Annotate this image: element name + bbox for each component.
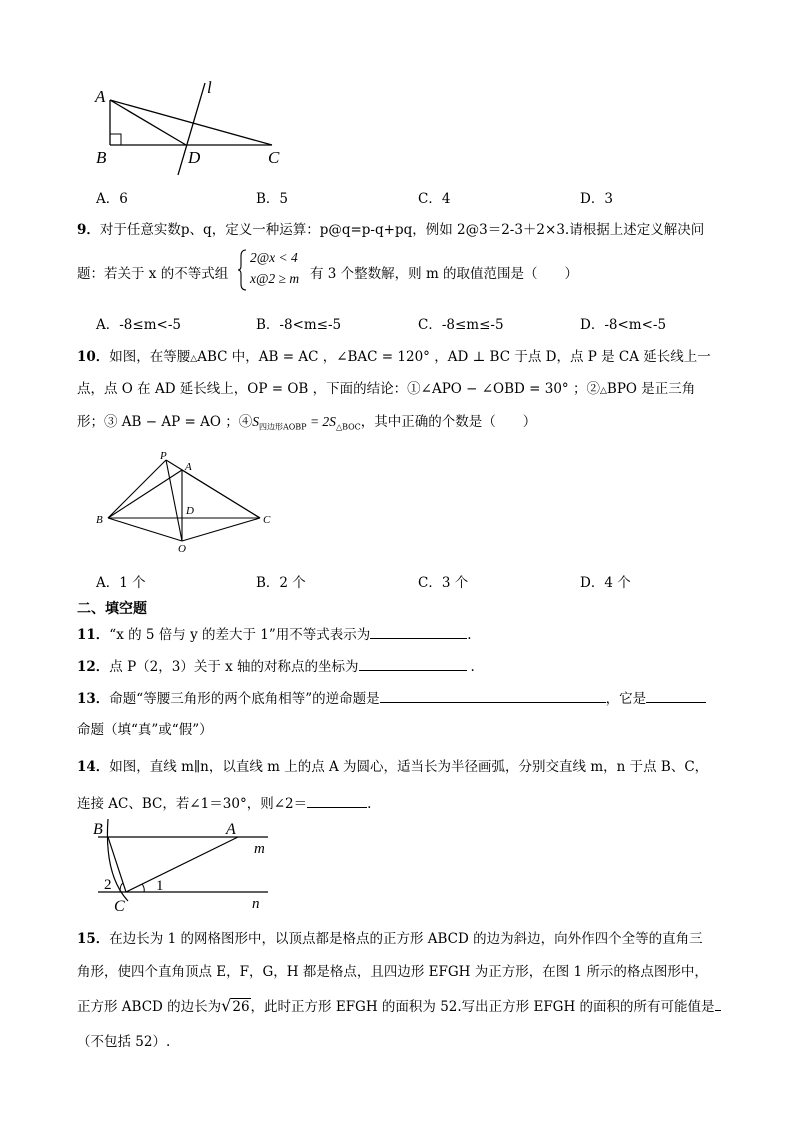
label-B: B [96, 148, 107, 167]
q10-option-b[interactable]: B．2 个 [256, 575, 306, 591]
segment-BO [108, 518, 182, 541]
q15-line4 [77, 1030, 170, 1050]
label-P: P [160, 450, 167, 462]
q9-option-c[interactable]: C．-8≤m≤-5 [418, 317, 504, 333]
q10-line1 [77, 345, 711, 365]
triangle-icon: △ [599, 386, 607, 396]
segment-BA [108, 470, 182, 518]
q14-text-1: 如图，直线 m∥n，以直线 m 上的点 A 为圆心，适当长为半径画弧，分别交直线 m，n 于点 B、C， [109, 759, 709, 775]
label-A: A [226, 821, 236, 838]
segment-PB [108, 460, 166, 518]
q14-figure [88, 815, 278, 915]
q15-line1 [77, 927, 703, 947]
q11-line [77, 623, 472, 643]
q14-answer-blank[interactable] [307, 793, 367, 808]
q10-option-a[interactable]: A．1 个 [96, 575, 146, 591]
q15-answer-blank[interactable] [715, 996, 721, 1011]
q9-text-2a: 题：若关于 x 的不等式组 [77, 266, 229, 282]
q13-line1 [77, 687, 706, 707]
q10-line2 [77, 377, 695, 397]
q10-text-2b: BPO 是正三角 [606, 381, 696, 397]
q14-text-2: 连接 AC、BC，若∠1＝30°，则∠2＝ [77, 796, 308, 812]
q13-number: 13． [77, 691, 110, 707]
sqrt-icon: √ [221, 996, 232, 1015]
q13-mid: ，它是 [605, 691, 647, 707]
q15-text-3b: ，此时正方形 EFGH 的面积为 52.写出正方形 EFGH 的面积的所有可能值是 [250, 999, 715, 1015]
label-D: D [186, 505, 194, 517]
q15-sqrt-value: 26 [232, 999, 250, 1015]
q15-text-2: 角形，使四个直角顶点 E，F，G，H 都是格点，且四边形 EFGH 为正方形，在图 1 所示的格点图形中， [77, 964, 708, 980]
q10-option-c[interactable]: C．3 个 [418, 575, 469, 591]
label-A: A [95, 87, 106, 106]
q10-text-3a: 形；③ AB − AP = AO ；④ [77, 414, 253, 430]
label-1: 1 [156, 878, 164, 894]
q8-option-c[interactable]: C．4 [418, 191, 451, 207]
label-B: B [93, 821, 103, 838]
segment-AC [126, 837, 238, 892]
q10-number: 10． [77, 349, 110, 365]
q9-text-2b: 有 3 个整数解，则 m 的取值范围是（ ） [310, 266, 579, 282]
q10-area-mid: = 2S [306, 414, 336, 429]
label-D: D [188, 148, 201, 167]
q9-system-row2: x@2 ≥ m [250, 271, 300, 286]
section-heading: 二、填空题 [77, 601, 147, 617]
q15-text-1: 在边长为 1 的网格图形中，以顶点都是格点的正方形 ABCD 的边为斜边，向外作四个全等的直角三 [109, 931, 703, 947]
q14-end: . [367, 796, 372, 812]
q9-line1 [77, 218, 704, 238]
q9-option-b[interactable]: B．-8<m≤-5 [256, 317, 342, 333]
q10-area-sub2: △BOC [335, 422, 361, 432]
q9-system [238, 248, 306, 292]
label-l: l [207, 78, 212, 97]
q9-option-d[interactable]: D．-8<m<-5 [580, 317, 667, 333]
q15-number: 15． [77, 931, 110, 947]
q12-end: . [470, 659, 475, 675]
q9-text-1: 对于任意实数p、q，定义一种运算：p@q=p-q+pq，例如 2@3＝2-3＋2×3.请根据上述定义解决问 [99, 222, 705, 238]
q11-answer-blank[interactable] [370, 624, 467, 639]
q15-text-3a: 正方形 ABCD 的边长为 [77, 999, 222, 1015]
q8-option-d[interactable]: D．3 [580, 191, 613, 207]
q11-end: . [467, 627, 472, 643]
q10-text-1b: ABC 中，AB = AC ，∠BAC = 120° ，AD ⊥ BC 于点 D，点 P 是 CA 延长线上一 [197, 349, 711, 365]
q12-number: 12． [77, 659, 110, 675]
q10-area-s: S [252, 414, 259, 429]
q14-number: 14． [77, 759, 110, 775]
q10-text-2: 点，点 O 在 AD 延长线上，OP = OB ，下面的结论：①∠APO − ∠OBD = 30° ；② [77, 381, 600, 397]
q10-area-sub1: 四边形AOBP [258, 422, 307, 432]
angle-1-arc [142, 884, 144, 892]
q9-option-a[interactable]: A．-8≤m<-5 [96, 317, 181, 333]
q11-number: 11． [77, 627, 110, 643]
q15-line2 [77, 960, 708, 980]
q10-line3 [77, 410, 536, 433]
angle-2-arc [120, 883, 123, 892]
triangle-icon: △ [190, 354, 198, 364]
segment-CO [182, 518, 260, 541]
right-angle-mark [110, 134, 121, 145]
label-B: B [96, 514, 103, 526]
label-O: O [178, 543, 186, 555]
q15-text-4: （不包括 52）. [77, 1034, 171, 1050]
q14-line1 [77, 755, 708, 775]
label-A: A [185, 461, 192, 473]
q13-answer-blank-1[interactable] [380, 688, 606, 703]
q10-option-d[interactable]: D．4 个 [580, 575, 631, 591]
label-n: n [252, 896, 260, 912]
label-C: C [263, 514, 271, 526]
brace-icon [238, 248, 248, 292]
label-C: C [268, 148, 280, 167]
q15-line3 [77, 995, 721, 1015]
q12-text: 点 P（2，3）关于 x 轴的对称点的坐标为 [109, 659, 359, 675]
q13-text: 命题“等腰三角形的两个底角相等”的逆命题是 [109, 691, 380, 707]
q11-text: “x 的 5 倍与 y 的差大于 1”用不等式表示为 [109, 627, 371, 643]
label-2: 2 [104, 877, 112, 893]
q8-figure [90, 75, 300, 180]
q13-text-2: 命题（填“真”或“假”） [77, 722, 213, 738]
q10-text-3b: ，其中正确的个数是（ ） [360, 414, 537, 430]
label-m: m [254, 841, 265, 857]
segment-AC [110, 100, 272, 145]
q12-line [77, 655, 475, 675]
q8-option-b[interactable]: B．5 [256, 191, 289, 207]
q9-line2 [77, 262, 228, 282]
label-C: C [114, 898, 125, 915]
q9-system-row1: 2@x < 4 [250, 250, 298, 265]
q8-option-a[interactable]: A．6 [96, 191, 128, 207]
q13-answer-blank-2[interactable] [646, 688, 706, 703]
q13-line2 [77, 718, 213, 738]
q14-line2 [77, 792, 371, 812]
q10-figure [90, 448, 280, 558]
q9-number: 9． [77, 222, 100, 238]
q10-text-1a: 如图，在等腰 [109, 349, 191, 365]
q12-answer-blank[interactable] [359, 656, 467, 671]
